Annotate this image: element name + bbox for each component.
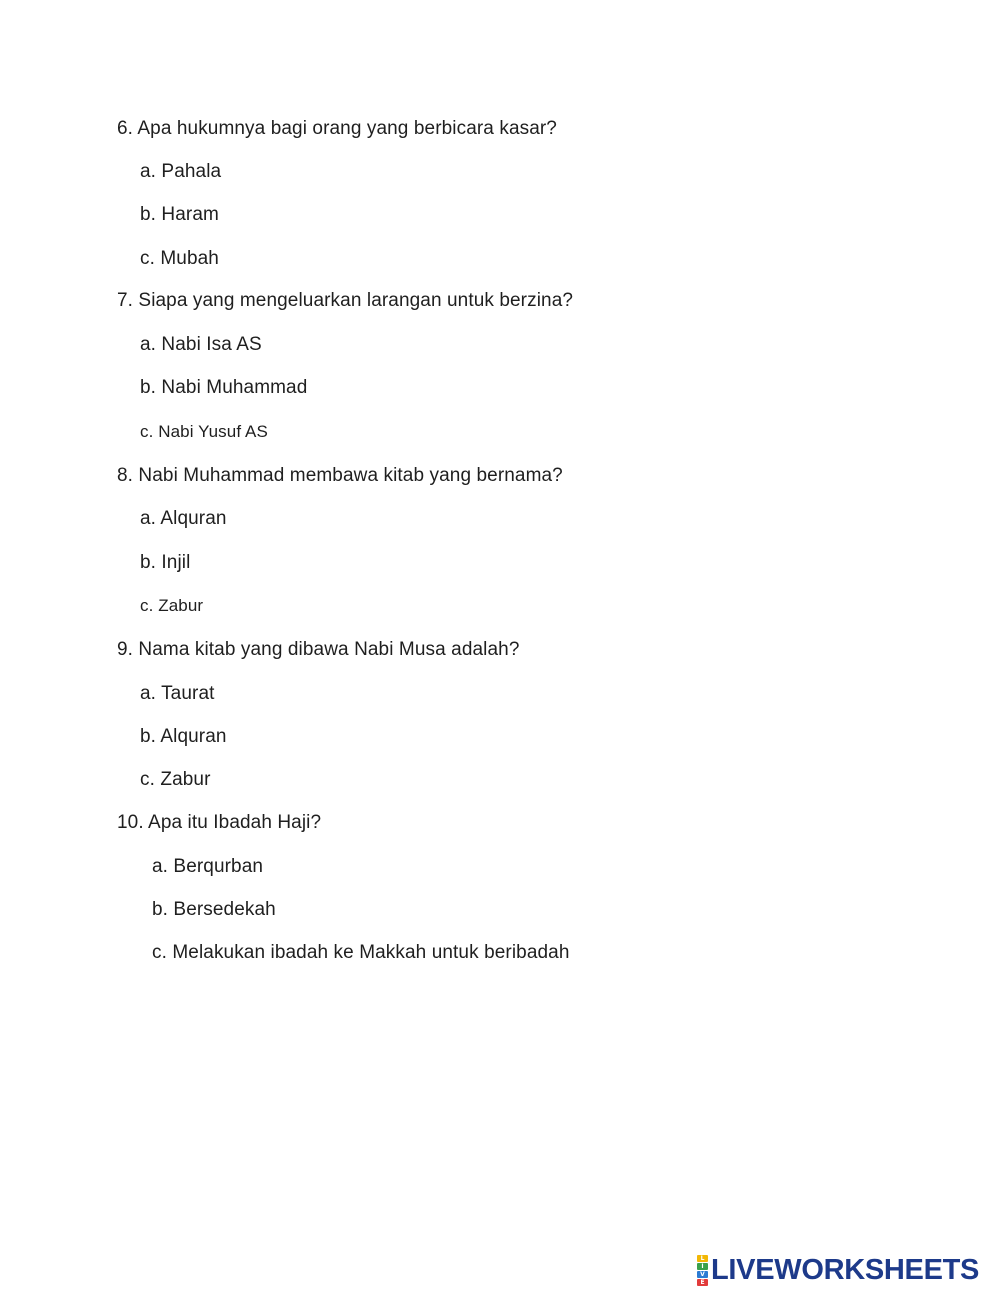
logo-tile-l: L	[697, 1255, 708, 1262]
question-10-option-c: c. Melakukan ibadah ke Makkah untuk beribadah	[152, 942, 570, 963]
liveworksheets-logo	[697, 1255, 979, 1285]
question-7-option-b: b. Nabi Muhammad	[140, 377, 308, 398]
question-9-option-a: a. Taurat	[140, 683, 215, 704]
question-6-option-a: a. Pahala	[140, 161, 222, 182]
question-7-option-a: a. Nabi Isa AS	[140, 334, 262, 355]
question-8-option-a: a. Alquran	[140, 508, 227, 529]
logo-tile-v: V	[697, 1271, 708, 1278]
question-9-option-b: b. Alquran	[140, 726, 227, 747]
logo-tiles-icon	[697, 1255, 708, 1286]
question-7-text: 7. Siapa yang mengeluarkan larangan untuk berzina?	[117, 290, 574, 311]
question-8-text: 8. Nabi Muhammad membawa kitab yang bernama?	[117, 465, 563, 486]
question-6-option-b: b. Haram	[140, 204, 219, 225]
logo-tile-i: I	[697, 1263, 708, 1270]
question-10-option-b: b. Bersedekah	[152, 899, 276, 920]
question-10-option-a: a. Berqurban	[152, 856, 264, 877]
question-8-option-c: c. Zabur	[140, 596, 204, 615]
question-7-option-c: c. Nabi Yusuf AS	[140, 422, 268, 441]
question-6-option-c: c. Mubah	[140, 248, 219, 269]
question-6-text: 6. Apa hukumnya bagi orang yang berbicara kasar?	[117, 118, 557, 139]
question-9-option-c: c. Zabur	[140, 769, 211, 790]
logo-tile-e: E	[697, 1279, 708, 1286]
question-8-option-b: b. Injil	[140, 552, 191, 573]
brand-name: LIVEWORKSHEETS	[711, 1254, 980, 1286]
question-10-text: 10. Apa itu Ibadah Haji?	[117, 812, 322, 833]
question-9-text: 9. Nama kitab yang dibawa Nabi Musa adalah?	[117, 639, 520, 660]
